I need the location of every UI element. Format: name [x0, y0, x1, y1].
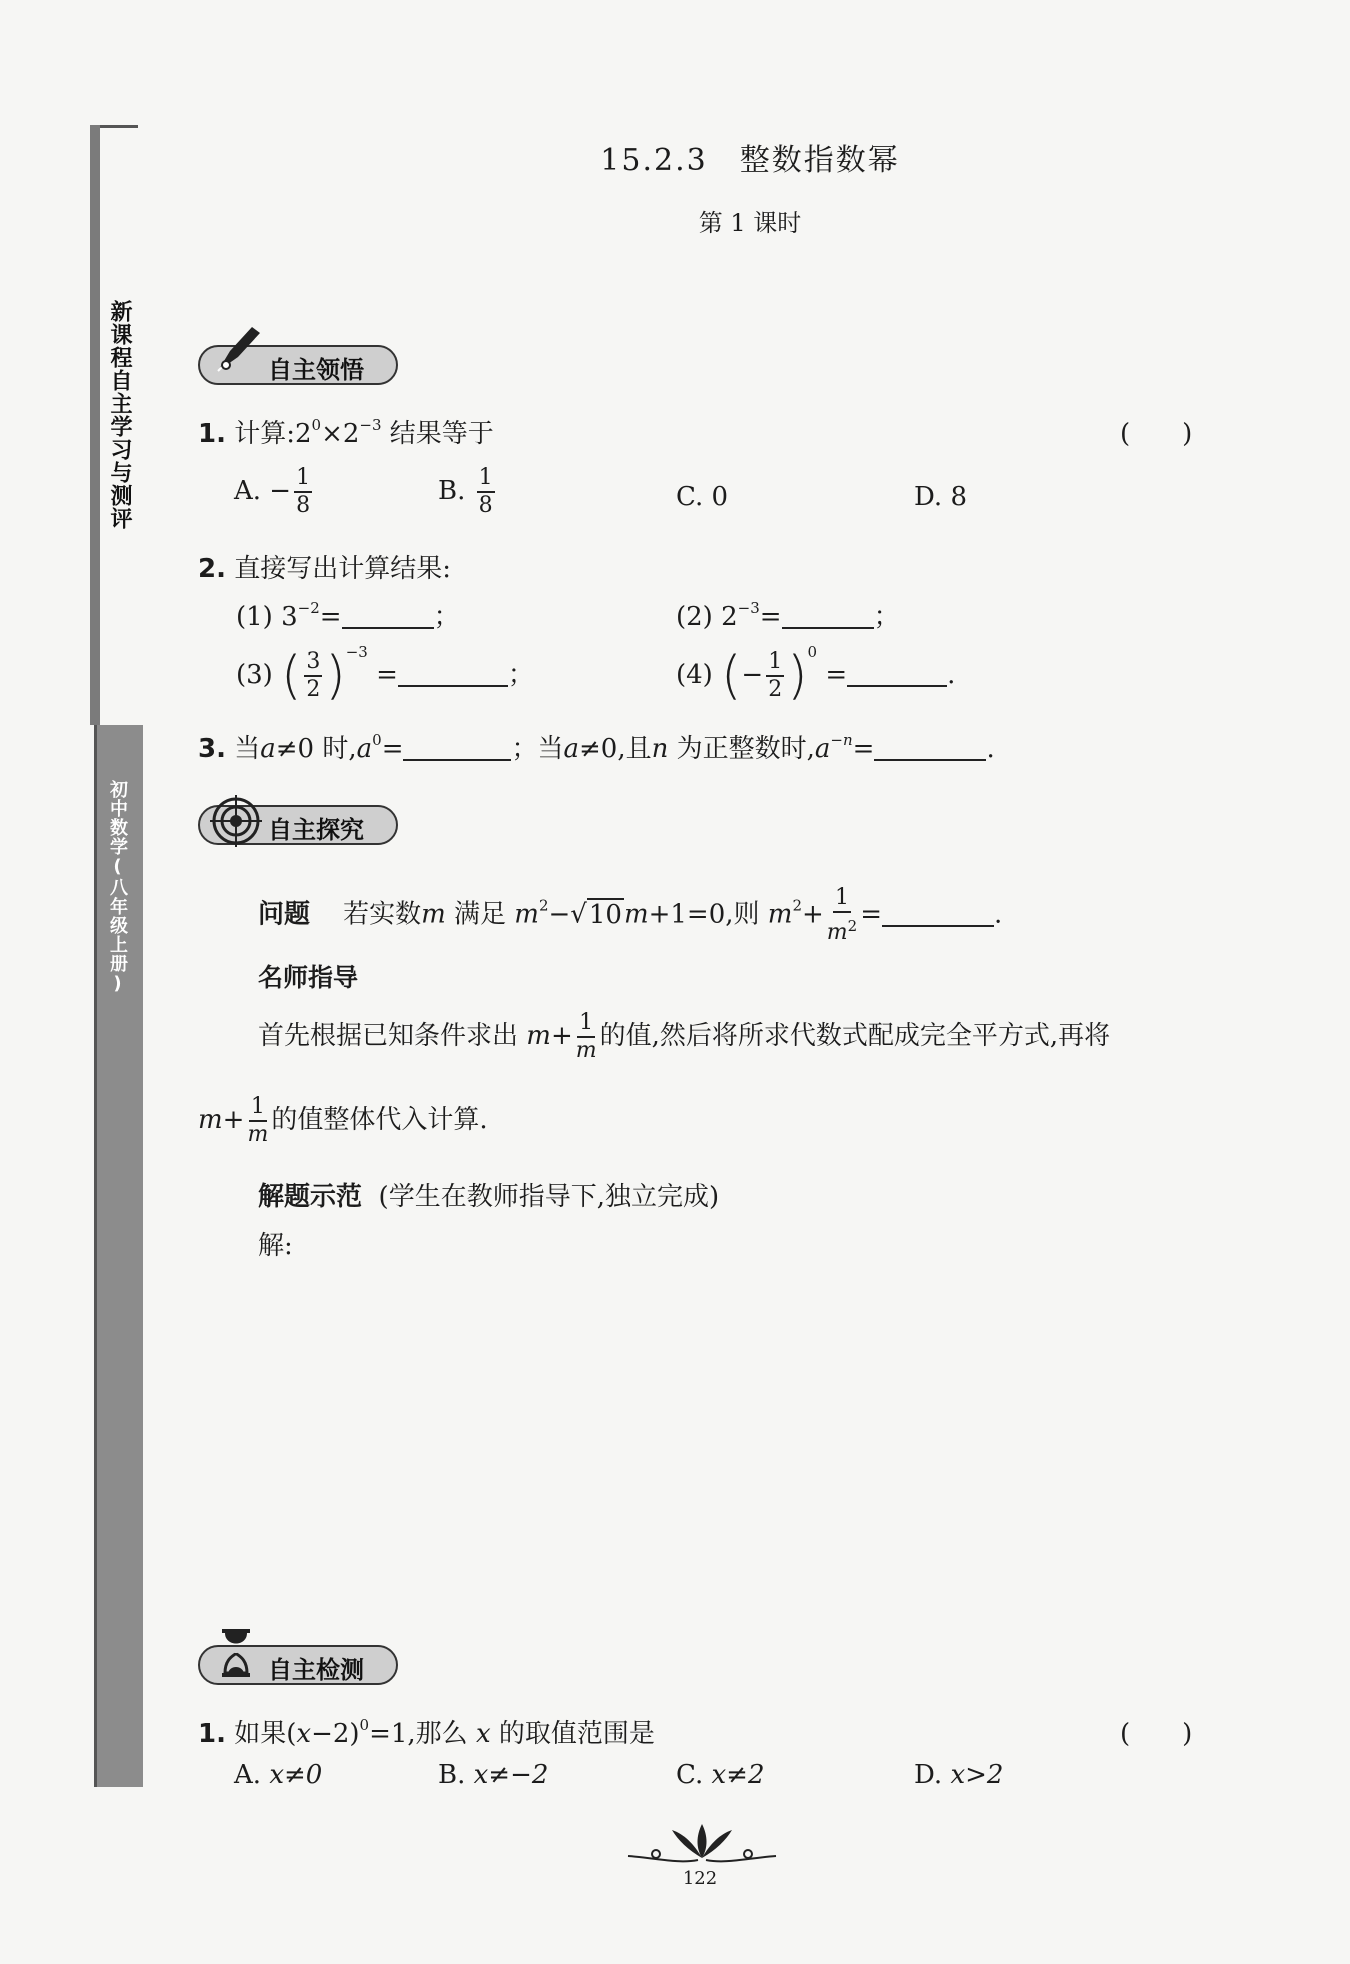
part-label: (3)	[236, 660, 273, 690]
exponent: −2	[297, 599, 320, 617]
question-2	[198, 548, 451, 585]
variable: x	[296, 1719, 312, 1749]
answer-bracket[interactable]: ( )	[1120, 1719, 1193, 1749]
guide-text: 的值整体代入计算.	[271, 1105, 488, 1135]
punctuation: ；	[873, 602, 900, 632]
option-c: C. 0	[676, 482, 729, 512]
option-label: A. −	[234, 476, 292, 506]
exponent: −n	[830, 731, 853, 749]
equals-sign: =	[319, 602, 342, 632]
numerator: 1	[249, 1094, 267, 1122]
footer-ornament-icon	[622, 1820, 782, 1870]
right-paren: )	[325, 646, 346, 706]
plus-sign: +	[222, 1105, 245, 1135]
variable: x	[475, 1719, 491, 1749]
punctuation: .	[986, 734, 995, 764]
guide-text-line-2	[198, 1094, 488, 1148]
question-text: 当	[234, 734, 261, 764]
part-expression: (1) 3	[236, 602, 298, 632]
solution-heading	[258, 1176, 719, 1213]
variable: m	[623, 899, 649, 930]
section-banner-self-understanding	[198, 345, 398, 385]
denominator: m	[247, 1122, 269, 1147]
answer-blank[interactable]	[342, 603, 434, 629]
numerator: 1	[766, 649, 784, 677]
exponent: −3	[737, 599, 760, 617]
question-number: 3.	[198, 734, 226, 764]
problem-text: +1=0,则	[648, 899, 760, 930]
denominator	[827, 913, 857, 946]
option-label: D.	[914, 1760, 943, 1790]
option-label: B.	[438, 476, 466, 506]
option-b	[438, 465, 498, 519]
page-title: 15.2.3 整数指数幂	[600, 143, 900, 178]
punctuation: .	[947, 660, 956, 690]
plus-sign: +	[550, 1021, 573, 1051]
question-text: 直接写出计算结果:	[234, 554, 451, 584]
solution-answer-area[interactable]	[258, 1265, 1208, 1605]
answer-blank[interactable]	[847, 661, 947, 687]
guide-text: 的值,然后将所求代数式配成完全平方式,再将	[599, 1021, 1111, 1051]
left-paren: (	[281, 646, 302, 706]
radicand: 10	[588, 899, 622, 930]
exploration-problem: 问题 若实数m 满足 $m^2-√10m+1=0$,则 $m^2+$ $\frac{1}{m^2}$ = .	[258, 885, 1003, 945]
question-1	[198, 413, 494, 450]
variable: m	[826, 920, 848, 945]
option-a	[234, 465, 315, 519]
equals-sign: =	[759, 602, 782, 632]
numerator: 1	[294, 465, 312, 493]
punctuation: ；	[507, 660, 534, 690]
part-label: (4)	[676, 660, 713, 690]
exponent: 0	[311, 416, 322, 434]
denominator: m	[575, 1038, 597, 1063]
check-option-b	[438, 1760, 548, 1790]
equals-sign: =	[852, 734, 875, 764]
exponent: 2	[847, 917, 858, 935]
question-text: =1,那么	[369, 1719, 468, 1749]
solution-note: (学生在教师指导下,独立完成)	[378, 1182, 720, 1212]
minus-sign: −	[741, 660, 764, 690]
equals-sign: =	[376, 660, 398, 690]
check-option-c	[676, 1760, 765, 1790]
variable: m	[526, 1021, 551, 1051]
variable: a	[260, 734, 276, 764]
fraction	[294, 465, 312, 519]
variable: m	[198, 1105, 223, 1135]
check-option-d	[914, 1760, 1003, 1790]
exponent: 0	[807, 643, 818, 661]
guide-text-line-1	[258, 1010, 1110, 1064]
variable: m	[421, 899, 446, 930]
question-text: 结果等于	[381, 419, 494, 449]
problem-label: 问题	[258, 899, 311, 930]
numerator: 1	[833, 885, 851, 913]
denominator: 2	[768, 677, 783, 702]
check-option-a	[234, 1760, 322, 1790]
question-text: ；当	[511, 734, 564, 764]
denominator: 8	[296, 493, 311, 518]
variable: a	[356, 734, 373, 764]
page-subtitle: 第 1 课时	[698, 209, 802, 237]
page-number: 122	[682, 1868, 718, 1889]
option-value: x≠2	[711, 1760, 765, 1790]
hourglass-icon	[208, 1625, 264, 1681]
question-number: 1.	[198, 1719, 226, 1749]
question-text: 计算:2	[234, 419, 312, 449]
equals-sign: =	[860, 899, 883, 930]
section-label: 自主领悟	[268, 356, 364, 384]
answer-blank[interactable]	[782, 603, 874, 629]
variable: m	[767, 899, 793, 930]
option-value: x≠0	[269, 1760, 323, 1790]
option-label: B.	[438, 1760, 466, 1790]
fraction	[766, 649, 784, 703]
section-banner-self-check	[198, 1645, 398, 1685]
check-question-1	[198, 1713, 655, 1750]
section-banner-self-exploration	[198, 805, 398, 845]
numerator: 3	[304, 649, 322, 677]
section-label: 自主检测	[268, 1656, 364, 1684]
part-expression: (2) 2	[676, 602, 738, 632]
variable: a	[563, 734, 580, 764]
variable: a	[814, 734, 831, 764]
question-number: 2.	[198, 554, 226, 584]
answer-blank[interactable]	[398, 661, 508, 687]
question-3	[198, 728, 995, 765]
exponent: 0	[372, 731, 382, 749]
question-text: 的取值范围是	[490, 1719, 655, 1749]
question-2-part-2	[676, 596, 900, 633]
question-text: −2)	[311, 1719, 360, 1749]
fraction	[827, 885, 857, 946]
exponent: −3	[359, 416, 382, 434]
answer-bracket[interactable]: ( )	[1120, 419, 1193, 449]
answer-blank[interactable]	[403, 735, 511, 761]
option-value: x≠−2	[473, 1760, 549, 1790]
question-2-part-4	[676, 643, 956, 706]
question-text: ≠0 时,	[275, 734, 357, 764]
left-paren: (	[721, 646, 742, 706]
section-label: 自主探究	[268, 816, 364, 844]
exponent: 0	[359, 1716, 370, 1734]
problem-text: 满足	[445, 899, 507, 930]
equals-sign: =	[825, 660, 848, 690]
exponent: 2	[538, 896, 549, 915]
variable: m	[514, 899, 539, 930]
punctuation: ；	[433, 602, 460, 632]
question-text: 为正整数时,	[668, 734, 815, 764]
solution-start: 解:	[258, 1231, 293, 1261]
option-d: D. 8	[914, 482, 967, 512]
question-2-part-3	[236, 643, 534, 706]
numerator: 1	[577, 1010, 595, 1038]
punctuation: .	[994, 899, 1003, 930]
exponent: −3	[345, 643, 368, 661]
guide-label: 名师指导	[258, 963, 359, 992]
plus-sign: +	[802, 899, 824, 930]
side-tab-series-title: 新课程自主学习与测评	[107, 300, 132, 530]
target-icon	[208, 793, 264, 849]
fraction	[247, 1094, 268, 1148]
question-number: 1.	[198, 419, 226, 449]
fraction	[477, 465, 495, 519]
variable: n	[651, 734, 669, 764]
question-text: ×2	[321, 419, 360, 449]
equals-sign: =	[381, 734, 404, 764]
guide-text: 首先根据已知条件求出	[258, 1021, 519, 1051]
fraction	[304, 649, 322, 703]
pen-icon	[208, 321, 264, 377]
question-2-part-1	[236, 596, 460, 633]
answer-blank[interactable]	[882, 901, 994, 927]
option-value: x>2	[950, 1760, 1004, 1790]
option-label: A.	[234, 1760, 262, 1790]
solution-label: 解题示范	[258, 1182, 363, 1212]
question-text: 如果(	[234, 1719, 297, 1749]
denominator: 8	[478, 493, 493, 518]
answer-blank[interactable]	[874, 735, 986, 761]
numerator: 1	[477, 465, 495, 493]
fraction	[576, 1010, 597, 1064]
option-label: C.	[676, 1760, 704, 1790]
exponent: 2	[792, 896, 802, 915]
minus-sign: −	[548, 899, 571, 930]
side-tab-book-title: 初中数学(八年级上册)	[107, 780, 128, 995]
denominator: 2	[306, 677, 321, 702]
right-paren: )	[787, 646, 808, 706]
problem-text: 若实数	[343, 899, 422, 930]
question-text: ≠0,且	[579, 734, 652, 764]
